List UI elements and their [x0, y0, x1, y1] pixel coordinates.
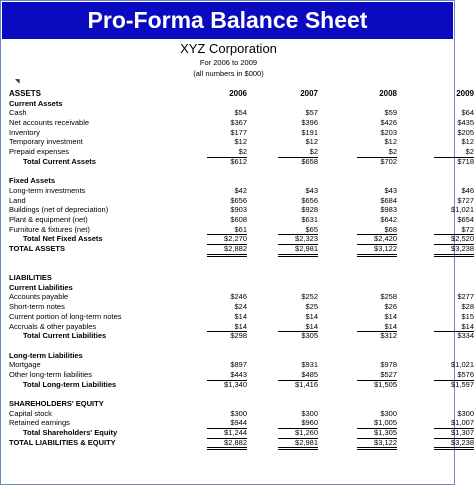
amount-cell: $43 [384, 185, 397, 195]
amount-cell: $2,323 [278, 234, 318, 244]
row-label: Prepaid expenses [9, 147, 70, 157]
row-label: Other long-term liabilities [9, 369, 92, 379]
row-label: Buildings (net of depreciation) [9, 205, 109, 215]
amount-cell: $656 [301, 195, 318, 205]
row-label: Mortgage [9, 360, 41, 370]
amount-cell: $1,260 [278, 428, 318, 438]
amount-cell: $684 [380, 195, 397, 205]
line-item-row [9, 108, 474, 118]
amount-cell: $68 [384, 224, 397, 234]
company-name: XYZ Corporation [180, 41, 277, 56]
line-item-row [9, 321, 474, 332]
row-label: Accounts payable [9, 292, 69, 302]
balance-table [9, 89, 474, 447]
row-label: Total Current Liabilities [23, 331, 107, 341]
amount-cell: $983 [380, 205, 397, 215]
amount-cell: $1,021 [451, 205, 474, 215]
line-item-row [9, 195, 474, 206]
amount-cell: $1,307 [434, 428, 474, 438]
amount-cell: $3,238 [434, 244, 474, 257]
line-item-row [9, 418, 474, 428]
line-item-row [9, 369, 474, 380]
amount-cell: $26 [384, 302, 397, 312]
amount-cell: $246 [230, 292, 247, 302]
line-item-row [9, 360, 474, 370]
spacer-row [9, 263, 449, 273]
row-label: Net accounts receivable [9, 118, 90, 128]
amount-cell: $2,270 [207, 234, 247, 244]
row-label: Cash [9, 108, 27, 118]
year-column-header: 2006 [229, 89, 247, 98]
row-label: TOTAL LIABILITIES & EQUITY [9, 437, 116, 447]
amount-cell: $65 [305, 224, 318, 234]
line-item-row [9, 311, 474, 322]
amount-cell: $203 [380, 127, 397, 137]
amount-cell: $298 [207, 331, 247, 341]
amount-cell: $944 [230, 418, 247, 428]
row-label: Capital stock [9, 408, 52, 418]
row-label: Current Assets [9, 98, 63, 108]
section-heading-row [9, 176, 449, 186]
amount-cell: $14 [305, 311, 318, 321]
amount-cell: $727 [457, 195, 474, 205]
amount-cell: $654 [457, 214, 474, 224]
amount-cell: $2,981 [278, 438, 318, 451]
amount-cell: $443 [230, 369, 247, 379]
row-label: Retained earnings [9, 418, 70, 428]
row-label: LIABILITIES [9, 273, 52, 283]
amount-cell: $57 [305, 108, 318, 118]
amount-cell: $15 [461, 311, 474, 321]
cell-corner-mark: ◥ [15, 79, 20, 85]
section-heading-row [9, 283, 449, 293]
line-item-row [9, 224, 474, 235]
row-label: SHAREHOLDERS' EQUITY [9, 399, 104, 408]
line-item-row [9, 292, 474, 302]
amount-cell: $426 [380, 118, 397, 128]
amount-cell: $191 [301, 127, 318, 137]
grand-total-row [9, 437, 474, 448]
amount-cell: $305 [278, 331, 318, 341]
amount-cell: $960 [301, 418, 318, 428]
amount-cell: $527 [380, 369, 397, 379]
amount-cell: $300 [380, 408, 397, 418]
line-item-row [9, 185, 474, 196]
header-row [9, 89, 474, 99]
amount-cell: $2 [465, 147, 474, 157]
row-label: Inventory [9, 127, 40, 137]
amount-cell: $177 [230, 127, 247, 137]
amount-cell: $656 [230, 195, 247, 205]
amount-cell: $2,981 [278, 244, 318, 257]
line-item-row [9, 302, 474, 312]
subtotal-row [9, 331, 474, 341]
amount-cell: $485 [301, 369, 318, 379]
amount-cell: $1,505 [357, 380, 397, 390]
amount-cell: $14 [384, 311, 397, 321]
amount-cell: $300 [457, 408, 474, 418]
section-heading-row [9, 99, 449, 109]
amount-cell: $25 [305, 302, 318, 312]
row-label: TOTAL ASSETS [9, 244, 65, 253]
amount-cell: $277 [457, 292, 474, 302]
row-label: Total Current Assets [23, 156, 96, 166]
line-item-row [9, 118, 474, 128]
amount-cell: $205 [457, 127, 474, 137]
amount-cell: $658 [278, 157, 318, 167]
amount-cell: $14 [234, 321, 247, 331]
amount-cell: $1,597 [434, 380, 474, 390]
section-heading-row [9, 351, 449, 361]
amount-cell: $2,882 [207, 438, 247, 451]
amount-cell: $2,882 [207, 244, 247, 257]
amount-cell: $1,340 [207, 380, 247, 390]
amount-cell: $42 [234, 185, 247, 195]
year-column-header: 2009 [456, 89, 474, 98]
line-item-row [9, 147, 474, 157]
page-title: Pro-Forma Balance Sheet [2, 2, 453, 39]
amount-cell: $2 [309, 147, 318, 157]
amount-cell: $2,520 [434, 234, 474, 244]
amount-cell: $2,420 [357, 234, 397, 244]
grand-total-row [9, 244, 474, 254]
row-label: Total Net Fixed Assets [23, 234, 103, 244]
row-label: Plant & equipment (net) [9, 214, 88, 224]
spacer-row [9, 167, 449, 177]
amount-cell: $3,122 [357, 244, 397, 257]
amount-cell: $300 [301, 408, 318, 418]
amount-cell: $608 [230, 214, 247, 224]
row-label: Short-term notes [9, 302, 65, 312]
amount-cell: $14 [461, 321, 474, 331]
spacer-row [9, 389, 449, 399]
amount-cell: $12 [461, 137, 474, 147]
year-column-header: 2007 [300, 89, 318, 98]
year-column-header: 2008 [379, 89, 397, 98]
period-label: For 2006 to 2009 [199, 58, 258, 67]
amount-cell: $334 [434, 331, 474, 341]
line-item-row [9, 137, 474, 147]
amount-cell: $1,021 [451, 360, 474, 370]
units-note: (all numbers in $000) [193, 69, 264, 78]
row-label: Temporary investment [9, 137, 83, 147]
line-item-row [9, 127, 474, 138]
amount-cell: $61 [234, 224, 247, 234]
subtotal-row [9, 156, 474, 167]
row-label: Accruals & other payables [9, 321, 97, 331]
subtotal-row [9, 379, 474, 390]
row-label: Total Long-term Liabilities [23, 379, 117, 389]
amount-cell: $367 [230, 118, 247, 128]
amount-cell: $1,005 [374, 418, 397, 428]
amount-cell: $28 [461, 302, 474, 312]
amount-cell: $702 [357, 157, 397, 167]
amount-cell: $1,305 [357, 428, 397, 438]
line-item-row [9, 408, 474, 419]
amount-cell: $1,007 [451, 418, 474, 428]
amount-cell: $54 [234, 108, 247, 118]
amount-cell: $12 [384, 137, 397, 147]
row-label: Current Liabilities [9, 282, 73, 292]
amount-cell: $46 [461, 185, 474, 195]
amount-cell: $12 [305, 137, 318, 147]
amount-cell: $43 [305, 185, 318, 195]
row-label: Total Shareholders' Equity [23, 428, 118, 438]
amount-cell: $396 [301, 118, 318, 128]
row-label: ASSETS [9, 89, 42, 98]
amount-cell: $14 [305, 321, 318, 331]
row-label: Long-term Liabilities [9, 350, 83, 360]
amount-cell: $3,122 [357, 438, 397, 451]
amount-cell: $14 [234, 311, 247, 321]
amount-cell: $2 [238, 147, 247, 157]
amount-cell: $1,416 [278, 380, 318, 390]
amount-cell: $978 [380, 360, 397, 370]
amount-cell: $24 [234, 302, 247, 312]
line-item-row [9, 214, 474, 225]
amount-cell: $252 [301, 292, 318, 302]
amount-cell: $903 [230, 205, 247, 215]
row-label: Long-term investments [9, 185, 86, 195]
amount-cell: $931 [301, 360, 318, 370]
row-label: Current portion of long-term notes [9, 311, 122, 321]
subtotal-row [9, 234, 474, 244]
spacer-row [9, 341, 449, 351]
amount-cell: $1,244 [207, 428, 247, 438]
section-heading-row [9, 399, 449, 409]
amount-cell: $897 [230, 360, 247, 370]
amount-cell: $928 [301, 205, 318, 215]
amount-cell: $718 [434, 157, 474, 167]
amount-cell: $59 [384, 108, 397, 118]
amount-cell: $12 [234, 137, 247, 147]
row-label: Land [9, 195, 26, 205]
amount-cell: $300 [230, 408, 247, 418]
amount-cell: $576 [457, 369, 474, 379]
amount-cell: $3,238 [434, 438, 474, 451]
amount-cell: $642 [380, 214, 397, 224]
row-label: Furniture & fixtures (net) [9, 224, 90, 234]
amount-cell: $631 [301, 214, 318, 224]
amount-cell: $258 [380, 292, 397, 302]
section-heading-row [9, 273, 449, 283]
line-item-row [9, 205, 474, 215]
amount-cell: $72 [461, 224, 474, 234]
amount-cell: $612 [207, 157, 247, 167]
amount-cell: $2 [388, 147, 397, 157]
amount-cell: $435 [457, 118, 474, 128]
subtotal-row [9, 428, 474, 438]
row-label: Fixed Assets [9, 176, 55, 186]
amount-cell: $14 [384, 321, 397, 331]
amount-cell: $64 [461, 108, 474, 118]
amount-cell: $312 [357, 331, 397, 341]
